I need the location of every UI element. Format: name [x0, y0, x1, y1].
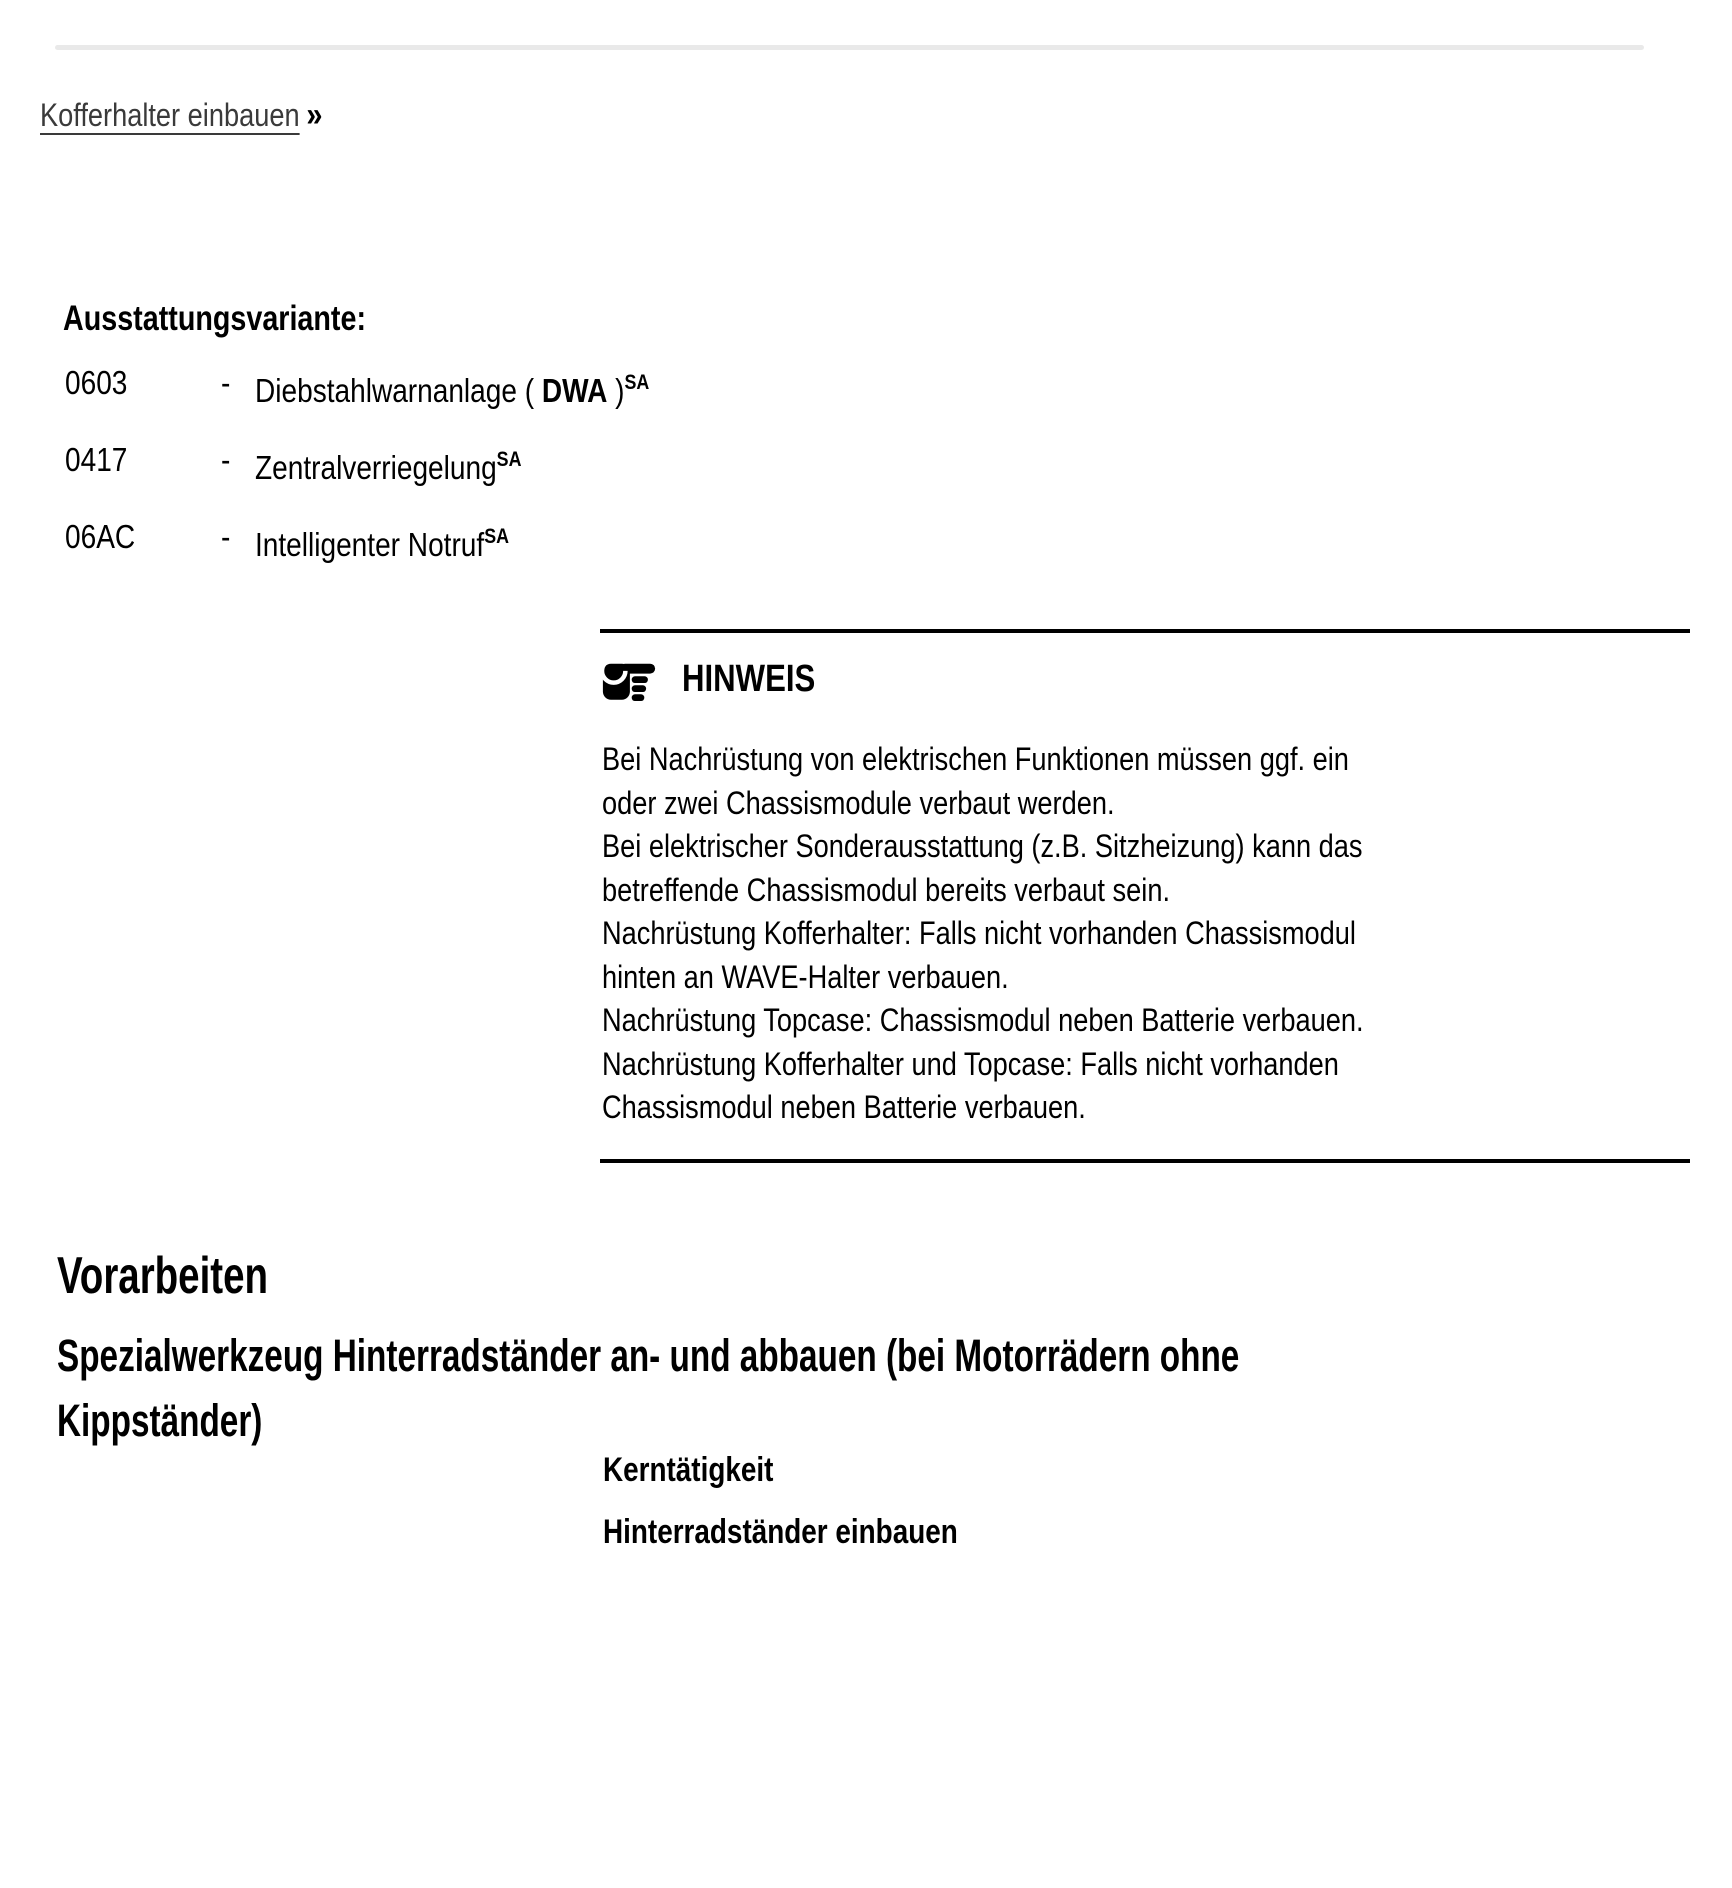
note-text-line: Nachrüstung Topcase: Chassismodul neben Batterie verbauen.: [602, 1002, 1364, 1038]
note-body: [602, 738, 1690, 1130]
note-text-line: Nachrüstung Kofferhalter und Topcase: Falls nicht vorhanden: [602, 1045, 1339, 1082]
variant-dash: -: [220, 518, 230, 555]
equipment-variant-table: [65, 363, 719, 565]
core-activity-heading: Kerntätigkeit: [603, 1451, 774, 1489]
variant-label-bold: DWA: [541, 372, 608, 409]
variant-row-code: [65, 440, 197, 488]
note-header: [602, 650, 1690, 708]
note-text-line: hinten an WAVE-Halter verbauen.: [602, 958, 1009, 995]
note-text-line: Bei elektrischer Sonderausstattung (z.B. Sitzheizung) kann das: [602, 828, 1363, 864]
sa-superscript: SA: [624, 371, 650, 394]
note-text-line: Nachrüstung Kofferhalter: Falls nicht vorhanden Chassismodul: [602, 915, 1356, 951]
variant-row-code: [65, 517, 197, 565]
note-text-line: Chassismodul neben Batterie verbauen.: [602, 1089, 1086, 1125]
sa-superscript: SA: [496, 448, 522, 471]
equipment-variant-heading: Ausstattungsvariante:: [63, 299, 367, 338]
variant-row-code: [65, 363, 197, 411]
core-activity-item: Hinterradständer einbauen: [603, 1513, 958, 1551]
kofferhalter-einbauen-link[interactable]: Kofferhalter einbauen: [40, 97, 300, 133]
note-box: [600, 629, 1690, 1163]
variant-row-dash: [197, 517, 255, 565]
subheading-line: Spezialwerkzeug Hinterradständer an- und abbauen (bei Motorrädern ohne: [57, 1330, 1240, 1381]
sa-superscript: SA: [484, 525, 510, 548]
variant-row-label: [255, 517, 719, 565]
variant-row-label: [255, 440, 719, 488]
variant-dash: -: [220, 441, 230, 478]
variant-row-label: [255, 363, 719, 411]
breadcrumb: [40, 95, 372, 135]
variant-label: Zentralverriegelung$^{SA}$: [255, 448, 522, 486]
subheading-line: Kippständer): [57, 1395, 263, 1446]
top-divider: [55, 45, 1644, 50]
section-heading-vorarbeiten: Vorarbeiten: [57, 1247, 268, 1305]
variant-row-dash: [197, 440, 255, 488]
variant-code: 06AC: [65, 518, 136, 555]
note-title: HINWEIS: [682, 658, 816, 700]
note-text-line: Bei Nachrüstung von elektrischen Funktionen müssen ggf. ein: [602, 741, 1349, 777]
variant-code: 0417: [65, 441, 128, 478]
variant-label: Intelligenter Notruf$^{SA}$: [255, 525, 510, 563]
note-manicule-icon: [602, 655, 656, 703]
variant-code: 0603: [65, 364, 128, 401]
variant-dash: -: [220, 364, 230, 401]
note-text-line: betreffende Chassismodul bereits verbaut sein.: [602, 871, 1170, 908]
variant-label: Diebstahlwarnanlage ( DWA )$^{SA}$: [255, 371, 650, 409]
subsection-heading-spezialwerkzeug: [57, 1323, 1655, 1453]
variant-row-dash: [197, 363, 255, 411]
note-text-line: oder zwei Chassismodule verbaut werden.: [602, 784, 1115, 821]
double-chevron-right-icon: »: [306, 96, 323, 134]
